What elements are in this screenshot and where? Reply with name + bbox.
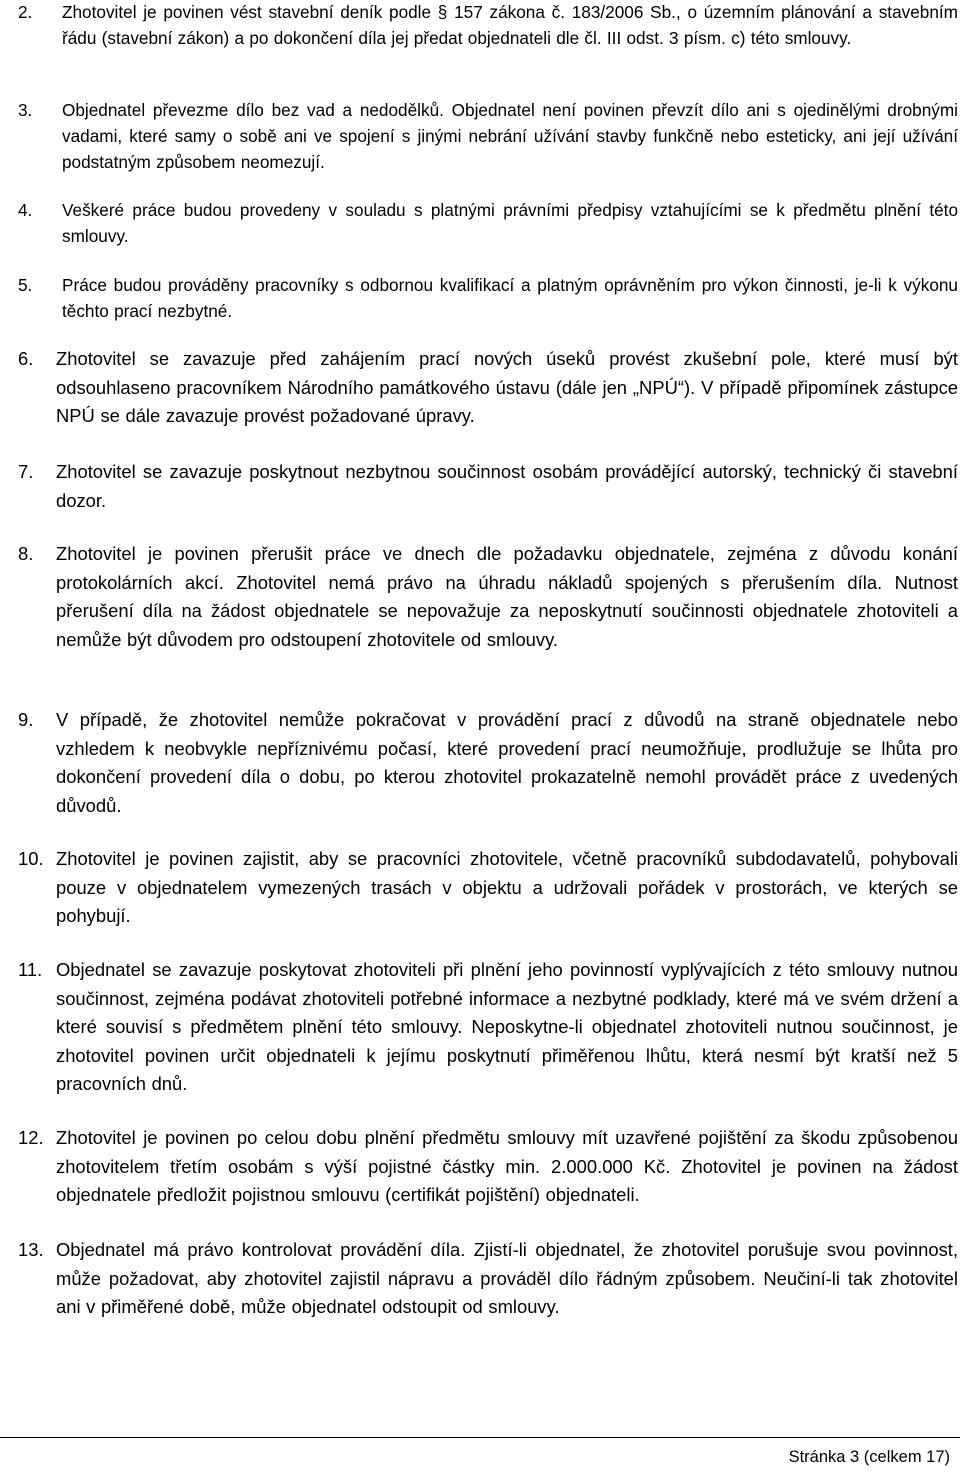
clause-text: Zhotovitel se zavazuje poskytnout nezbytnou součinnost osobám provádějící autorský, technický či stavební dozor. xyxy=(56,461,958,511)
clause-text: Zhotovitel je povinen vést stavební deník podle § 157 zákona č. 183/2006 Sb., o územním plánování a stavebním řádu (stavební zákon) a po dokončení díla jej předat objednateli dle čl. III odst. 3 písm. c) této smlouvy. xyxy=(62,2,958,49)
clause-text: Veškeré práce budou provedeny v souladu s platnými právními předpisy vztahujícími se k předmětu plnění této smlouvy. xyxy=(62,200,958,247)
clause-text: V případě, že zhotovitel nemůže pokračovat v provádění prací z důvodů na straně objednatele nebo vzhledem k neobvykle nepříznivému počasí, které provedení prací neumožňuje, prodlužuje se lhůta pro dokončení provedení díla o dobu, po kterou zhotovitel prokazatelně nemohl provádět práce z uvedených důvodů. xyxy=(56,709,958,816)
clause-13 xyxy=(0,1236,958,1322)
clause-5 xyxy=(0,272,958,324)
clause-10 xyxy=(0,845,958,931)
clause-2 xyxy=(0,0,958,51)
clause-text: Práce budou prováděny pracovníky s odbornou kvalifikací a platným oprávněním pro výkon činnosti, je-li k výkonu těchto prací nezbytné. xyxy=(62,275,958,322)
clause-text: Zhotovitel je povinen zajistit, aby se pracovníci zhotovitele, včetně pracovníků subdodavatelů, pohybovali pouze v objednatelem vymezených trasách v objektu a udržovali pořádek v prostorách, ve kterých se pohybují. xyxy=(56,848,958,927)
clause-4 xyxy=(0,197,958,249)
clause-text: Zhotovitel je povinen přerušit práce ve dnech dle požadavku objednatele, zejména z důvodu konání protokolárních akcí. Zhotovitel nemá právo na úhradu nákladů spojených s přerušením díla. Nutnost přerušení díla na žádost objednatele se nepovažuje za neposkytnutí součinnosti objednatele zhotoviteli a nemůže být důvodem pro odstoupení zhotovitele od smlouvy. xyxy=(56,543,958,650)
clause-number: 10. xyxy=(18,848,44,869)
clause-number: 3. xyxy=(18,100,33,120)
clause-text: Objednatel se zavazuje poskytovat zhotoviteli při plnění jeho povinností vyplývajících z této smlouvy nutnou součinnost, zejména podávat zhotoviteli potřebné informace a nezbytné podklady, které má ve svém držení a které souvisí s předmětem plnění této smlouvy. Neposkytne-li objednatel zhotoviteli nutnou součinnost, je zhotovitel povinen určit objednateli k jejímu poskytnutí přiměřenou lhůtu, která nesmí být kratší než 5 pracovních dnů. xyxy=(56,959,958,1095)
clause-text: Zhotovitel je povinen po celou dobu plnění předmětu smlouvy mít uzavřené pojištění za škodu způsobenou zhotovitelem třetím osobám s výší pojistné částky min. 2.000.000 Kč. Zhotovitel je povinen na žádost objednatele předložit pojistnou smlouvu (certifikát pojištění) objednateli. xyxy=(56,1127,958,1206)
clause-text: Objednatel má právo kontrolovat provádění díla. Zjistí-li objednatel, že zhotovitel porušuje svou povinnost, může požadovat, aby zhotovitel zajistil nápravu a prováděl dílo řádným způsobem. Neučiní-li tak zhotovitel ani v přiměřené době, může objednatel odstoupit od smlouvy. xyxy=(56,1239,958,1318)
footer-divider xyxy=(0,1437,960,1438)
clause-3 xyxy=(0,97,958,176)
page-number: Stránka 3 (celkem 17) xyxy=(788,1448,950,1466)
clause-number: 12. xyxy=(18,1127,44,1148)
clause-number: 9. xyxy=(18,709,34,730)
clause-text: Zhotovitel se zavazuje před zahájením prací nových úseků provést zkušební pole, které musí být odsouhlaseno pracovníkem Národního památkového ústavu (dále jen „NPÚ“). V případě připomínek zástupce NPÚ se dále zavazuje provést požadované úpravy. xyxy=(56,348,958,427)
clause-number: 6. xyxy=(18,348,34,369)
clause-number: 5. xyxy=(18,275,33,295)
clause-number: 4. xyxy=(18,200,33,220)
clause-text: Objednatel převezme dílo bez vad a nedodělků. Objednatel není povinen převzít dílo ani s ojedinělými drobnými vadami, které samy o sobě ani ve spojení s jinými nebrání užívání stavby funkčně nebo esteticky, ani její užívání podstatným způsobem neomezují. xyxy=(62,100,958,173)
clause-number: 8. xyxy=(18,543,34,564)
clause-8 xyxy=(0,540,958,654)
clause-number: 13. xyxy=(18,1239,44,1260)
clause-number: 11. xyxy=(18,959,43,980)
clause-6 xyxy=(0,345,958,431)
clause-12 xyxy=(0,1124,958,1210)
clause-7 xyxy=(0,458,958,515)
clause-number: 7. xyxy=(18,461,34,482)
clause-11 xyxy=(0,956,958,1099)
clause-number: 2. xyxy=(18,2,33,22)
clause-9 xyxy=(0,706,958,820)
